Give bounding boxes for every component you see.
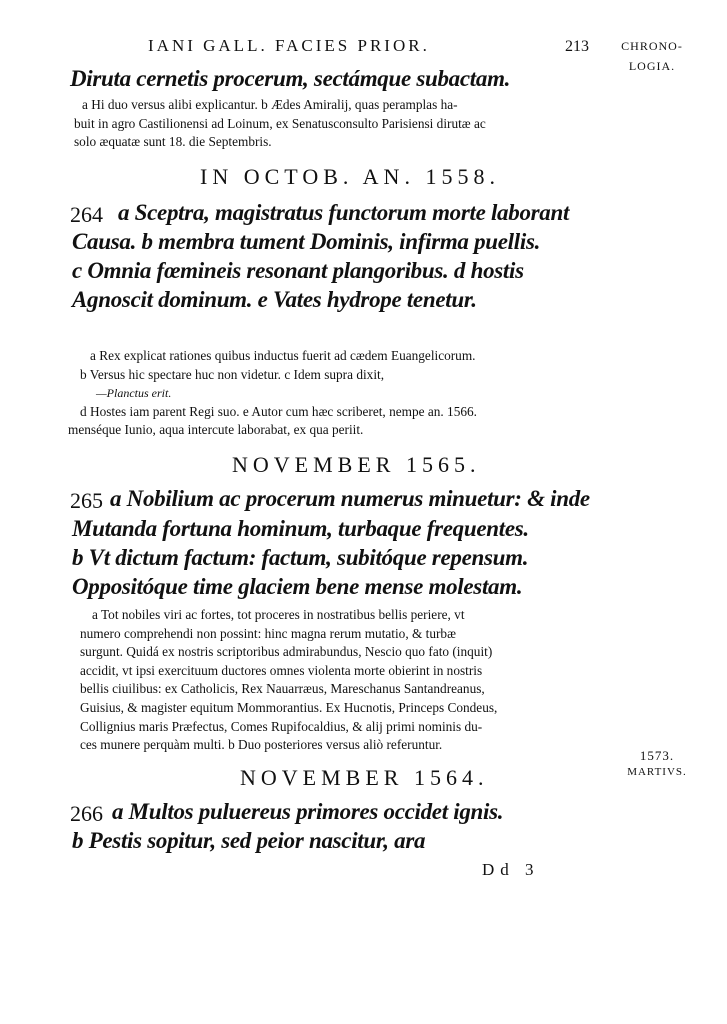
note-line: Collignius maris Præfectus, Comes Rupifocaldius, & alij primi nominis du-: [80, 718, 483, 734]
verse-line: c Omnia fœmineis resonant plangoribus. d hostis: [72, 258, 524, 283]
note-line: a Tot nobiles viri ac fortes, tot proceres in nostratibus bellis periere, vt: [92, 607, 465, 622]
verse-line: b Pestis sopitur, sed peior nascitur, ara: [72, 828, 426, 853]
note-line: buit in agro Castilionensi ad Loinum, ex Senatusconsulto Parisiensi dirutæ ac: [74, 115, 486, 131]
section-heading: NOVEMBER 1565.: [232, 452, 481, 477]
signature-mark: Dd 3: [482, 860, 540, 879]
note-line: ces munere perquàm multi. b Duo posteriores versus aliò referuntur.: [80, 737, 443, 753]
entry-number: 266: [70, 801, 103, 826]
note-line: a Rex explicat rationes quibus inductus fuerit ad cædem Euangelicorum.: [90, 348, 476, 363]
note-line: solo æquatæ sunt 18. die Septembris.: [74, 134, 272, 150]
section-heading: IN OCTOB. AN. 1558.: [200, 164, 500, 189]
margin-label-line2: LOGIA.: [628, 59, 676, 73]
margin-month: MARTIVS.: [627, 766, 687, 778]
section-heading: NOVEMBER 1564.: [240, 765, 489, 790]
note-line: b Versus hic spectare huc non videtur. c Idem supra dixit,: [80, 366, 385, 382]
margin-note: [602, 748, 712, 780]
verse-line: Mutanda fortuna hominum, turbaque frequentes.: [72, 516, 529, 541]
verse-line: Diruta cernetis procerum, sectámque subactam.: [70, 66, 511, 91]
page-number: 213: [565, 38, 589, 55]
note-line: a Hi duo versus alibi explicantur. b Ædes Amiralij, quas peramplas ha-: [82, 97, 458, 112]
verse-line: a Nobilium ac procerum numerus minuetur: & inde: [110, 486, 590, 511]
note-line: accidit, vt ipsi exercituum ductores omnes violenta morte obierint in nostris: [80, 662, 483, 678]
entry-number: 264: [70, 202, 103, 227]
verse-line: a Multos puluereus primores occidet ignis.: [112, 799, 504, 824]
note-line: d Hostes iam parent Regi suo. e Autor cum hæc scriberet, nempe an. 1566.: [80, 403, 477, 419]
verse-line: a Sceptra, magistratus functorum morte laborant: [118, 200, 570, 225]
note-line: menséque Iunio, aqua intercute laborabat, ex qua periit.: [68, 422, 364, 438]
entry-number: 265: [70, 488, 103, 513]
note-line: surgunt. Quidá ex nostris scriptoribus admirabundus, Nescio quo fato (inquit): [80, 644, 493, 660]
note-block-top: [74, 96, 486, 152]
note-line: —Planctus erit.: [96, 386, 172, 401]
note-block-2: [80, 606, 497, 755]
note-line: bellis ciuilibus: ex Catholicis, Rex Nauarræus, Mareschanus Santandreanus,: [80, 681, 485, 697]
note-block-1: [68, 347, 477, 440]
margin-year: 1573.: [639, 748, 675, 763]
margin-label-line1: CHRONO-: [621, 39, 683, 53]
note-line: numero comprehendi non possint: hinc magna rerum mutatio, & turbæ: [80, 625, 456, 641]
note-line: Guisius, & magister equitum Mommorantius. Ex Hucnotis, Princeps Condeus,: [80, 699, 498, 715]
verse-line: Oppositóque time glaciem bene mense molestam.: [72, 574, 523, 599]
verse-line: Agnoscit dominum. e Vates hydrope tenetur.: [72, 287, 477, 312]
running-title: IANI GALL. FACIES PRIOR.: [148, 36, 430, 55]
verse-line: Causa. b membra tument Dominis, infirma puellis.: [72, 229, 541, 254]
margin-label: [592, 36, 712, 76]
verse-line: b Vt dictum factum: factum, subitóque repensum.: [72, 545, 529, 570]
